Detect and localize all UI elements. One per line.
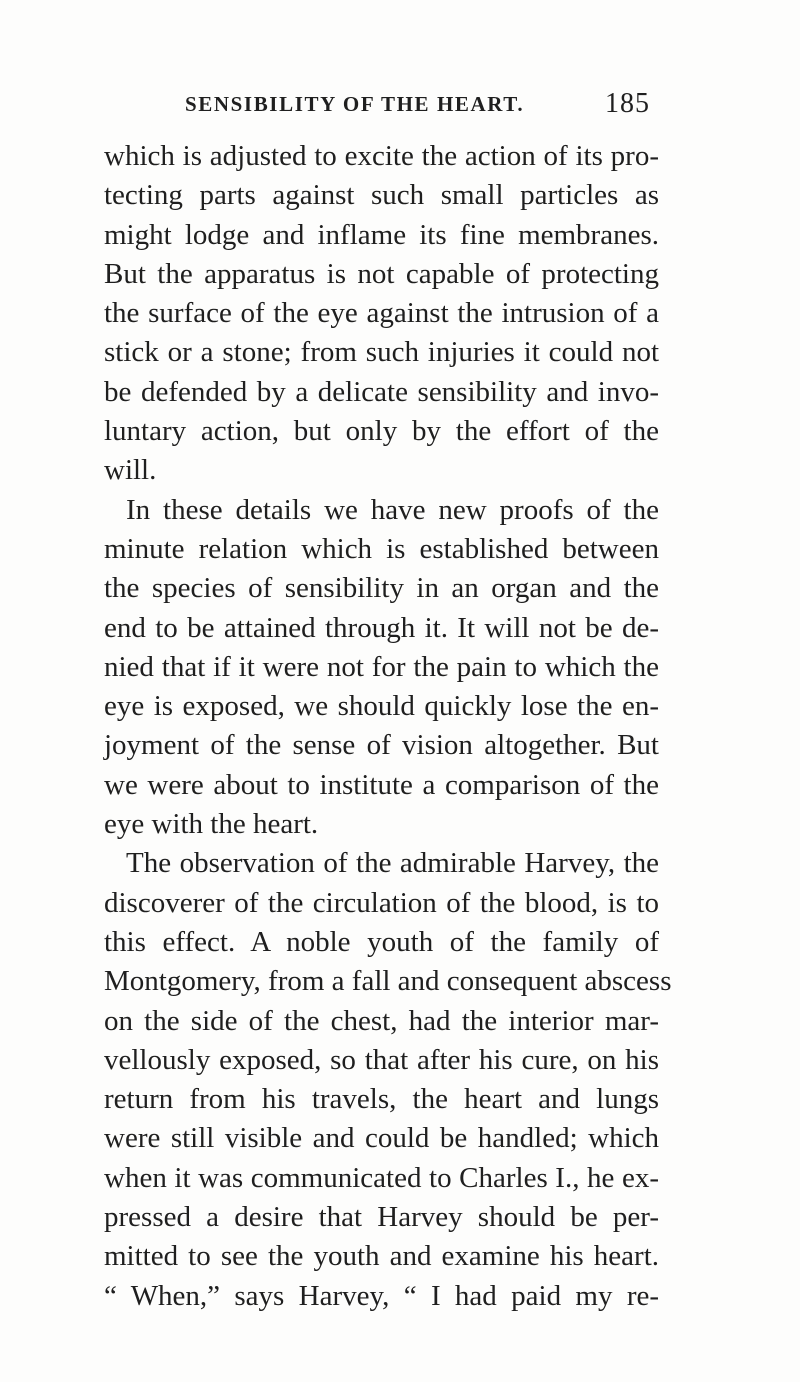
- text-line: pressed a desire that Harvey should be per-: [104, 1201, 659, 1234]
- text-line: vellously exposed, so that after his cure, on his: [104, 1043, 659, 1076]
- body-text: [104, 137, 672, 1316]
- text-line: might lodge and inflame its fine membranes.: [104, 218, 659, 251]
- text-line: which is adjusted to excite the action of its pro-: [104, 140, 659, 172]
- text-line: the surface of the eye against the intrusion of a: [104, 297, 659, 330]
- text-line: on the side of the chest, had the interior mar-: [104, 1004, 659, 1037]
- text-line: end to be attained through it. It will not be de-: [104, 611, 659, 644]
- text-line: stick or a stone; from such injuries it could not: [104, 336, 659, 369]
- paragraph-start-line: The observation of the admirable Harvey, the: [126, 847, 659, 880]
- text-line: this effect. A noble youth of the family of: [104, 925, 659, 958]
- running-head: [185, 88, 650, 124]
- text-line: But the apparatus is not capable of protecting: [104, 257, 659, 290]
- text-line: Montgomery, from a fall and consequent abscess: [104, 965, 672, 998]
- text-line: tecting parts against such small particles as: [104, 179, 659, 212]
- text-line: return from his travels, the heart and lungs: [104, 1083, 659, 1116]
- text-line: discoverer of the circulation of the blood, is to: [104, 886, 659, 919]
- text-line: when it was communicated to Charles I., he ex-: [104, 1161, 659, 1194]
- text-line: luntary action, but only by the effort of the: [104, 415, 659, 448]
- running-title: SENSIBILITY OF THE HEART.: [185, 92, 525, 116]
- text-line: the species of sensibility in an organ and the: [104, 572, 659, 605]
- text-line: were still visible and could be handled; which: [104, 1122, 659, 1155]
- text-line: will.: [104, 454, 157, 487]
- text-line: joyment of the sense of vision altogether. But: [104, 729, 659, 762]
- text-line: minute relation which is established between: [104, 532, 659, 565]
- page-number: 185: [605, 88, 650, 119]
- text-line: we were about to institute a comparison of the: [104, 768, 659, 801]
- text-line: mitted to see the youth and examine his heart.: [104, 1240, 659, 1273]
- paragraph-start-line: In these details we have new proofs of the: [126, 493, 659, 526]
- text-line: nied that if it were not for the pain to which the: [104, 650, 659, 683]
- text-line: “ When,” says Harvey, “ I had paid my re-: [104, 1279, 659, 1312]
- text-line: eye with the heart.: [104, 808, 319, 841]
- text-line: eye is exposed, we should quickly lose the en-: [104, 690, 659, 723]
- text-line: be defended by a delicate sensibility and invo-: [104, 375, 659, 408]
